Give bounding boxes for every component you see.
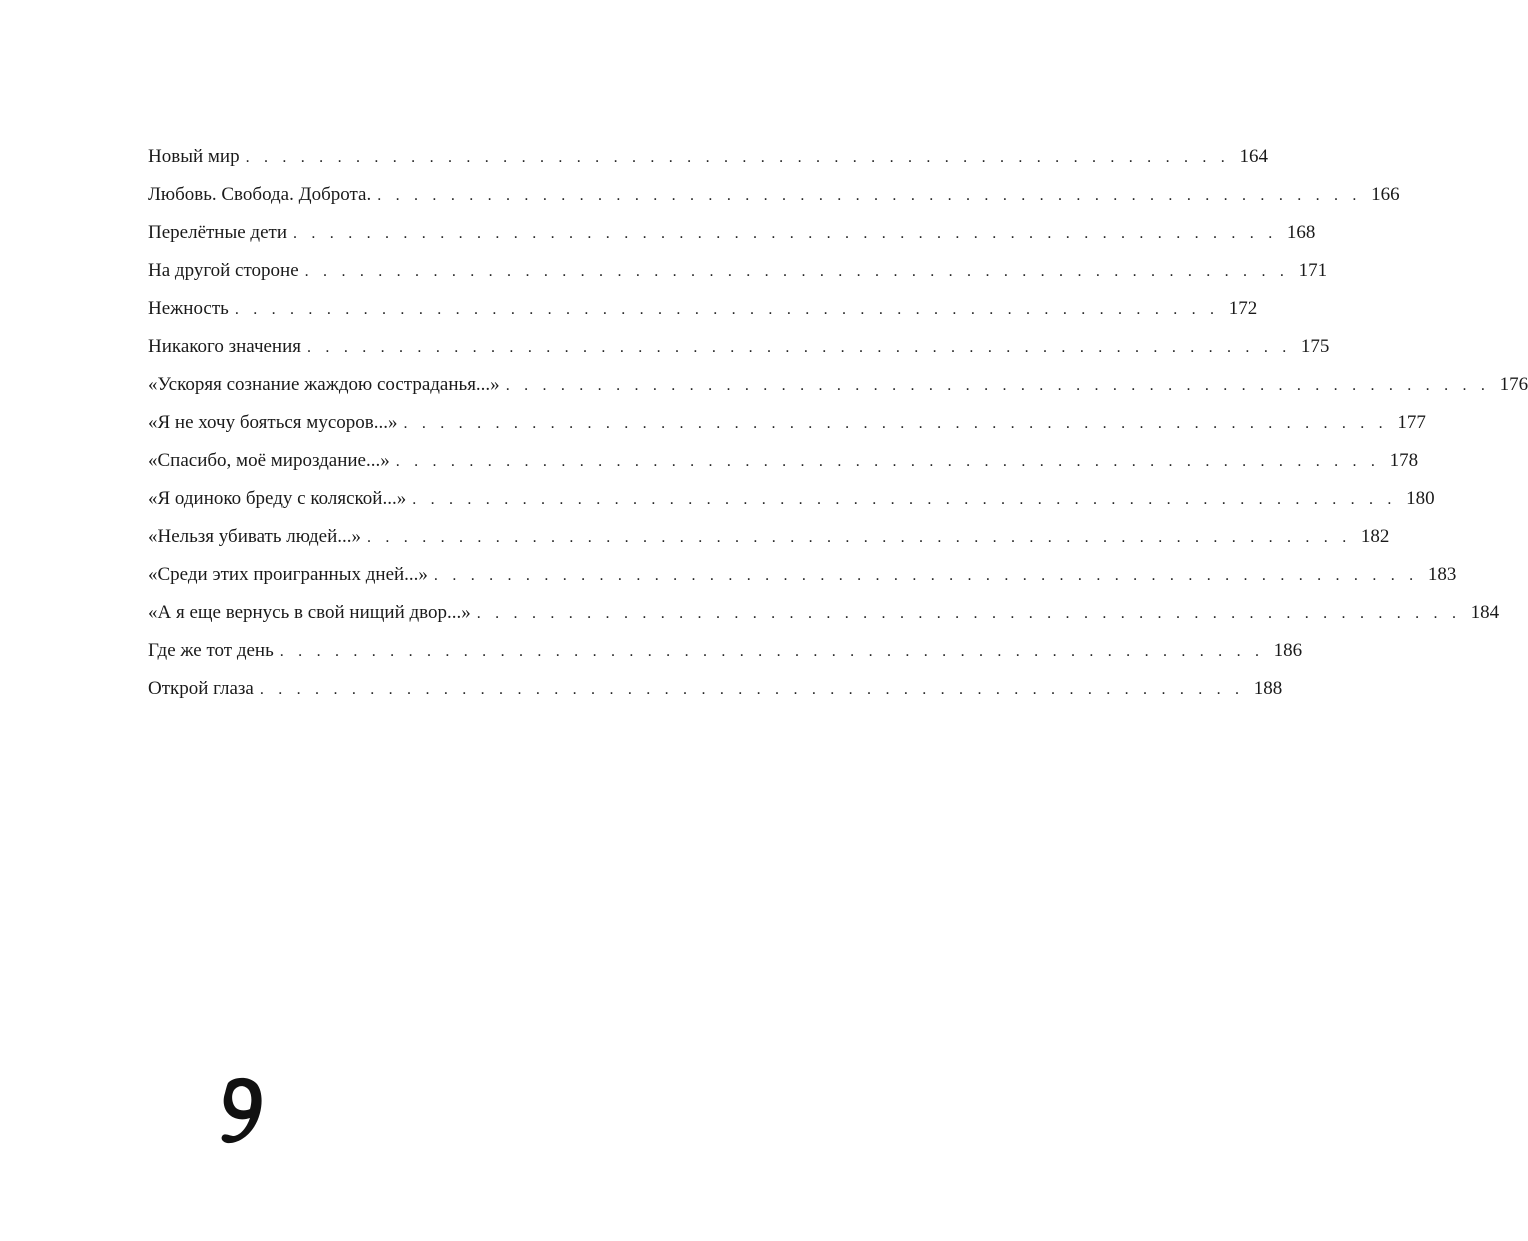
toc-leader-dots: . . . . . . . . . . . . . . . . . . . . . . . . . . . . . . . . . . . . . . . . . . . . . . . . . . . . . . <box>505 377 1491 394</box>
toc-entry-page: 176 <box>1499 374 1528 395</box>
toc-leader-dots: . . . . . . . . . . . . . . . . . . . . . . . . . . . . . . . . . . . . . . . . . . . . . . . . . . . . . . <box>259 681 1245 698</box>
toc-leader-dots: . . . . . . . . . . . . . . . . . . . . . . . . . . . . . . . . . . . . . . . . . . . . . . . . . . . . . . <box>377 187 1362 204</box>
toc-entry <box>148 632 1303 670</box>
toc-entry-page: 175 <box>1300 336 1330 357</box>
toc-entry <box>148 404 1426 442</box>
toc-entry <box>148 214 1316 252</box>
toc-entry-page: 164 <box>1239 146 1268 167</box>
toc-entry-title: На другой стороне <box>148 252 305 290</box>
toc-leader-dots: . . . . . . . . . . . . . . . . . . . . . . . . . . . . . . . . . . . . . . . . . . . . . . . . . . . . . . <box>433 567 1419 584</box>
toc-leader-dots: . . . . . . . . . . . . . . . . . . . . . . . . . . . . . . . . . . . . . . . . . . . . . . . . . . . . . . <box>279 643 1265 660</box>
toc-entry-title: «Спасибо, моё мироздание...» <box>148 442 396 480</box>
toc-leader-dots: . . . . . . . . . . . . . . . . . . . . . . . . . . . . . . . . . . . . . . . . . . . . . . . . . . . . . . <box>304 263 1290 280</box>
toc-entry <box>148 480 1435 518</box>
toc-entry <box>148 556 1457 594</box>
toc-entry <box>148 594 1500 632</box>
toc-entry-title: Никакого значения <box>148 328 307 366</box>
toc-entry-page: 172 <box>1228 298 1258 319</box>
toc-entry-title: Новый мир <box>148 138 246 176</box>
table-of-contents <box>148 138 1528 708</box>
toc-entry <box>148 328 1330 366</box>
toc-entry <box>148 670 1283 708</box>
toc-entry <box>148 366 1528 404</box>
toc-entry-page: 168 <box>1286 222 1316 243</box>
toc-entry <box>148 176 1400 214</box>
toc-leader-dots: . . . . . . . . . . . . . . . . . . . . . . . . . . . . . . . . . . . . . . . . . . . . . . . . . . . . . . <box>367 529 1352 546</box>
toc-entry-title: «Я не хочу бояться мусоров...» <box>148 404 403 442</box>
toc-entry-page: 183 <box>1427 564 1457 585</box>
toc-entry <box>148 290 1258 328</box>
toc-entry-title: Открой глаза <box>148 670 260 708</box>
toc-entry-page: 180 <box>1406 488 1435 509</box>
toc-entry-title: «Ускоряя сознание жаждою состраданья...» <box>148 366 506 404</box>
toc-entry-page: 178 <box>1389 450 1419 471</box>
toc-leader-dots: . . . . . . . . . . . . . . . . . . . . . . . . . . . . . . . . . . . . . . . . . . . . . . . . . . . . . . <box>395 453 1381 470</box>
toc-entry-title: «Нельзя убивать людей...» <box>148 518 367 556</box>
toc-entry-page: 177 <box>1397 412 1426 433</box>
toc-entry-page: 186 <box>1273 640 1303 661</box>
toc-leader-dots: . . . . . . . . . . . . . . . . . . . . . . . . . . . . . . . . . . . . . . . . . . . . . . . . . . . . . . <box>234 301 1220 318</box>
toc-entry-page: 171 <box>1298 260 1328 281</box>
toc-leader-dots: . . . . . . . . . . . . . . . . . . . . . . . . . . . . . . . . . . . . . . . . . . . . . . . . . . . . . . <box>412 491 1397 508</box>
toc-entry-title: «А я еще вернусь в свой нищий двор...» <box>148 594 477 632</box>
publisher-logo-shape <box>222 1078 262 1143</box>
toc-entry-title: Где же тот день <box>148 632 280 670</box>
toc-entry <box>148 518 1390 556</box>
toc-entry-page: 184 <box>1470 602 1500 623</box>
toc-entry-page: 188 <box>1253 678 1283 699</box>
toc-entry-title: Перелётные дети <box>148 214 293 252</box>
toc-entry-title: Нежность <box>148 290 235 328</box>
toc-entry <box>148 442 1419 480</box>
toc-leader-dots: . . . . . . . . . . . . . . . . . . . . . . . . . . . . . . . . . . . . . . . . . . . . . . . . . . . . . . <box>307 339 1292 356</box>
toc-entry-page: 166 <box>1371 184 1400 205</box>
toc-entry-title: «Я одиноко бреду с коляской...» <box>148 480 412 518</box>
toc-entry <box>148 252 1328 290</box>
toc-leader-dots: . . . . . . . . . . . . . . . . . . . . . . . . . . . . . . . . . . . . . . . . . . . . . . . . . . . . . . <box>403 415 1388 432</box>
toc-entry-page: 182 <box>1360 526 1390 547</box>
toc-leader-dots: . . . . . . . . . . . . . . . . . . . . . . . . . . . . . . . . . . . . . . . . . . . . . . . . . . . . . . <box>245 149 1230 166</box>
publisher-logo-icon <box>219 1075 263 1145</box>
toc-leader-dots: . . . . . . . . . . . . . . . . . . . . . . . . . . . . . . . . . . . . . . . . . . . . . . . . . . . . . . <box>293 225 1278 242</box>
toc-entry-title: Любовь. Свобода. Доброта. <box>148 176 377 214</box>
toc-entry-title: «Среди этих проигранных дней...» <box>148 556 434 594</box>
toc-entry <box>148 138 1268 176</box>
toc-leader-dots: . . . . . . . . . . . . . . . . . . . . . . . . . . . . . . . . . . . . . . . . . . . . . . . . . . . . . . <box>476 605 1462 622</box>
